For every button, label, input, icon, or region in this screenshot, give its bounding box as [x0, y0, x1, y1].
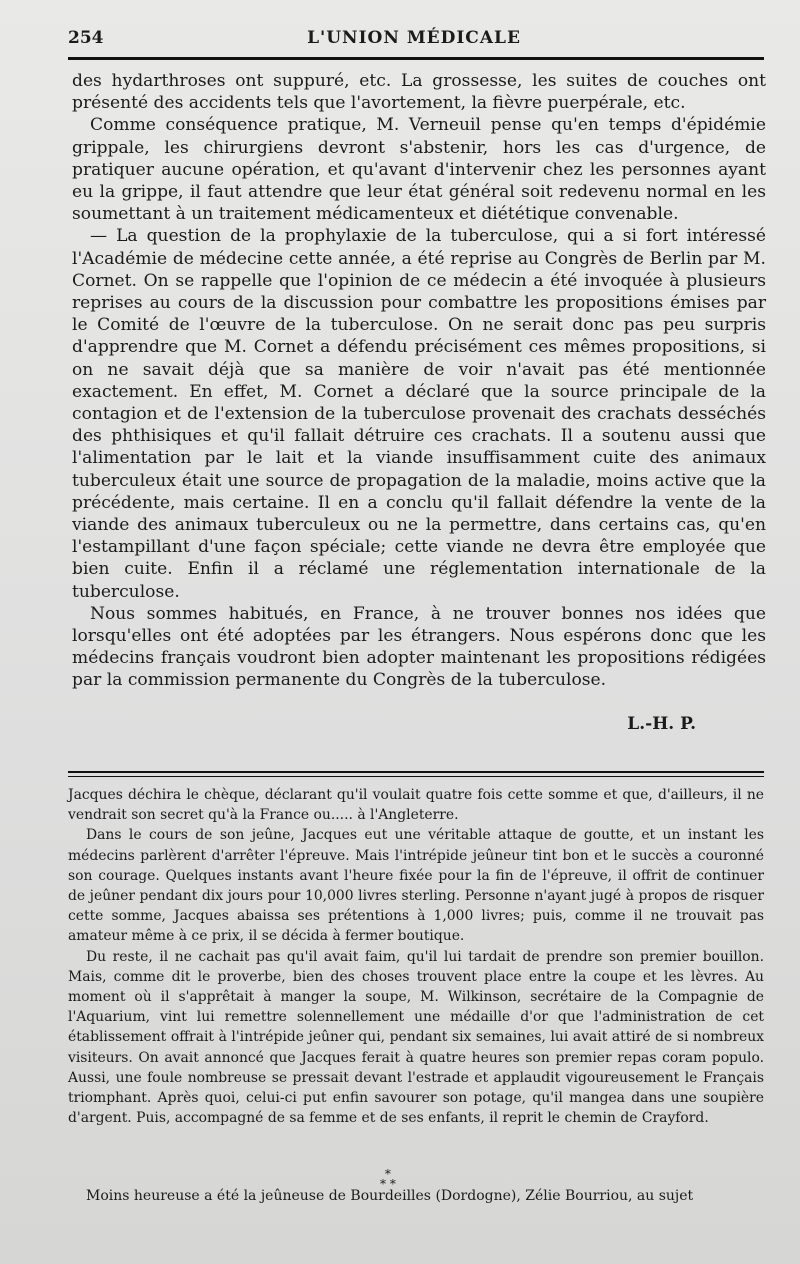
- signature: L.-H. P.: [627, 714, 696, 734]
- feuilleton-paragraph: Du reste, il ne cachait pas qu'il avait faim, qu'il lui tardait de prendre son premier bouillon. Mais, comme dit le proverbe, bien des choses trouvent place entre la coupe et les lèvres. Au moment où il s'apprêtait à manger la soupe, M. Wilkinson, secrétaire de la Compagnie de l'Aquarium, vint lui remettre solennellement une médaille d'or que l'administration de cet établissement offrait à l'intrépide jeûner qui, pendant six semaines, lui avait attiré de si nombreux visiteurs. On avait annoncé que Jacques ferait à quatre heures son premier repas coram populo. Aussi, une foule nombreuse se pressait devant l'estrade et applaudit vigoureusement le Français triomphant. Après quoi, celui-ci put enfin savourer son potage, qu'il mangea dans une soupière d'argent. Puis, accompagné de sa femme et de ses enfants, il reprit le chemin de Crayford.: [68, 948, 764, 1127]
- feuilleton-rule-thin: [68, 776, 764, 777]
- feuilleton-text: [68, 785, 764, 1128]
- paragraph: des hydarthroses ont suppuré, etc. La grossesse, les suites de couches ont présenté des accidents tels que l'avortement, la fièvre puerpérale, etc.: [72, 71, 766, 114]
- paragraph: — La question de la prophylaxie de la tuberculose, qui a si fort intéressé l'Académie de médecine cette année, a été reprise au Congrès de Berlin par M. Cornet. On se rappelle que l'opinion de ce médecin a été invoquée à plusieurs reprises au cours de la discussion pour combattre les propositions émises par le Comité de l'œuvre de la tuberculose. On ne serait donc pas peu surpris d'apprendre que M. Cornet a défendu précisément ces mêmes propositions, si on ne savait déjà que sa manière de voir n'avait pas été mentionnée exactement. En effet, M. Cornet a déclaré que la source principale de la contagion et de l'extension de la tuberculose provenait des crachats desséchés des phthisiques et qu'il fallait détruire ces crachats. Il a soutenu aussi que l'alimentation par le lait et la viande insuffisamment cuite des animaux tuberculeux était une source de propagation de la maladie, moins active que la précédente, mais certaine. Il en a conclu qu'il fallait défendre la vente de la viande des animaux tuberculeux ou ne la permettre, dans certains cas, qu'en l'estampillant d'une façon spéciale; cette viande ne devra être employée que bien cuite. Enfin il a réclamé une réglementation internationale de la tuberculose.: [72, 226, 766, 602]
- main-text: [72, 70, 766, 692]
- asterism-separator: * * *: [380, 1167, 396, 1191]
- paragraph: Nous sommes habitués, en France, à ne trouver bonnes nos idées que lorsqu'elles ont été adoptées par les étrangers. Nous espérons donc que les médecins français voudront bien adopter maintenant les propositions rédigées par la commission permanente du Congrès de la tuberculose.: [72, 603, 766, 691]
- paragraph: Comme conséquence pratique, M. Verneuil pense qu'en temps d'épidémie grippale, les chirurgiens devront s'abstenir, hors les cas d'urgence, de pratiquer aucune opération, et qu'avant d'intervenir chez les personnes ayant eu la grippe, il faut attendre que leur état général soit redevenu normal en les soumettant à un traitement médicamenteux et diététique convenable.: [72, 115, 766, 225]
- page-number: 254: [68, 28, 104, 48]
- feuilleton-paragraph: Jacques déchira le chèque, déclarant qu'il voulait quatre fois cette somme et que, d'ailleurs, il ne vendrait son secret qu'à la France ou..... à l'Angleterre.: [68, 787, 764, 824]
- running-title: L'UNION MÉDICALE: [307, 28, 521, 48]
- page-header: [68, 20, 760, 56]
- feuilleton-rule: [68, 771, 764, 773]
- feuilleton-paragraph: Dans le cours de son jeûne, Jacques eut une véritable attaque de goutte, et un instant les médecins parlèrent d'arrêter l'épreuve. Mais l'intrépide jeûneur tint bon et le succès a couronné son courage. Quelques instants avant l'heure fixée pour la fin de l'épreuve, il offrit de continuer de jeûner pendant dix jours pour 10,000 livres sterling. Personne n'ayant jugé à propos de risquer cette somme, Jacques abaissa ses prétentions à 1,000 livres; puis, comme il ne trouvait pas amateur même à ce prix, il se décida à fermer boutique.: [68, 827, 764, 945]
- final-line: Moins heureuse a été la jeûneuse de Bourdeilles (Dordogne), Zélie Bourriou, au sujet: [86, 1188, 694, 1204]
- header-rule: [68, 57, 764, 60]
